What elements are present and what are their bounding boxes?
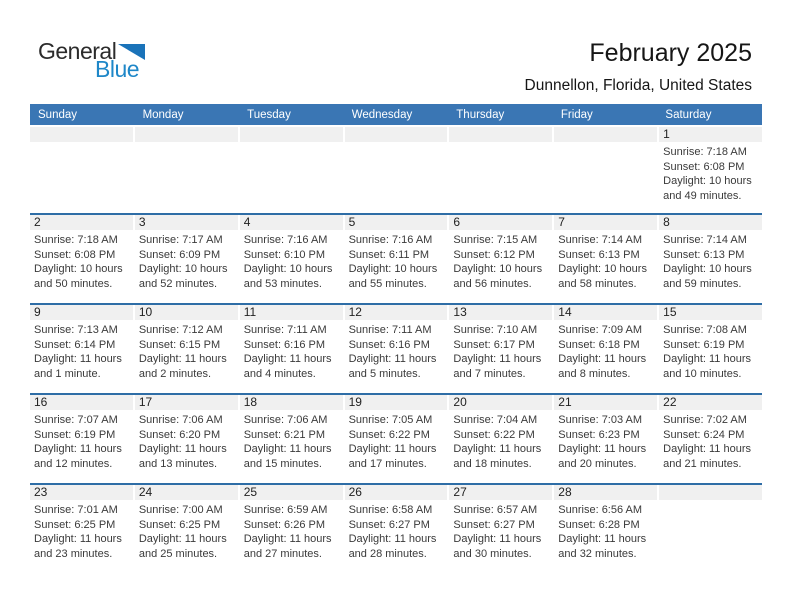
day-details: [449, 320, 552, 381]
sunrise-text: Sunrise: 7:07 AM: [34, 414, 118, 426]
logo-blue-text: Blue: [95, 56, 140, 82]
day-number: 18: [240, 395, 343, 410]
day-number: 16: [30, 395, 133, 410]
sunrise-text: Sunrise: 7:11 AM: [243, 324, 327, 336]
day-cell: [449, 127, 552, 213]
daylight-text-line2: and 2 minutes.: [138, 367, 211, 380]
daylight-text-line2: and 1 minute.: [34, 367, 101, 380]
week-row: [30, 213, 762, 303]
day-cell: [554, 485, 657, 573]
day-details: [345, 410, 448, 471]
day-details: [554, 500, 657, 561]
sunset-text: Sunset: 6:17 PM: [453, 338, 535, 351]
sunrise-text: Sunrise: 6:56 AM: [558, 504, 643, 516]
sunset-text: Sunset: 6:08 PM: [34, 248, 116, 261]
day-number: 19: [345, 395, 448, 410]
day-number: 11: [240, 305, 343, 320]
day-cell: [659, 395, 762, 483]
day-cell: [554, 305, 657, 393]
daylight-text-line2: and 18 minutes.: [453, 457, 532, 470]
week-row: [30, 393, 762, 483]
daylight-text-line2: and 58 minutes.: [558, 277, 637, 290]
sunset-text: Sunset: 6:18 PM: [558, 338, 640, 351]
sunset-text: Sunset: 6:19 PM: [34, 428, 116, 441]
sunset-text: Sunset: 6:10 PM: [243, 248, 326, 261]
daylight-text-line2: and 15 minutes.: [243, 457, 322, 470]
sunrise-text: Sunrise: 7:08 AM: [663, 324, 747, 336]
daylight-text-line2: and 59 minutes.: [663, 277, 742, 290]
daylight-text-line1: Daylight: 11 hours: [243, 443, 332, 455]
calendar-grid: [30, 104, 762, 573]
daylight-text-line1: Daylight: 10 hours: [663, 263, 752, 275]
daylight-text-line2: and 8 minutes.: [558, 367, 631, 380]
daylight-text-line2: and 13 minutes.: [138, 457, 218, 470]
sunrise-text: Sunrise: 6:59 AM: [243, 504, 328, 516]
day-cell: [345, 485, 448, 573]
logo-general-text: General: [38, 38, 117, 64]
sunset-text: Sunset: 6:14 PM: [34, 338, 116, 351]
daylight-text-line1: Daylight: 11 hours: [243, 353, 332, 365]
sunset-text: Sunset: 6:08 PM: [663, 160, 745, 173]
daylight-text-line2: and 30 minutes.: [453, 547, 532, 560]
day-cell: [554, 395, 657, 483]
weekday-label-monday: Monday: [142, 108, 184, 121]
day-number: 8: [659, 215, 762, 230]
sunrise-text: Sunrise: 6:58 AM: [348, 504, 433, 516]
day-details: [449, 500, 552, 561]
day-number: 14: [554, 305, 657, 320]
sunrise-text: Sunrise: 7:18 AM: [663, 146, 747, 158]
weekday-label-friday: Friday: [560, 108, 593, 121]
day-cell: [240, 485, 343, 573]
daylight-text-line1: Daylight: 11 hours: [348, 443, 437, 455]
day-details: [240, 410, 343, 471]
day-details: [554, 320, 657, 381]
week-row: [30, 127, 762, 213]
day-number: 23: [30, 485, 133, 500]
day-number: 15: [659, 305, 762, 320]
day-number: 5: [345, 215, 448, 230]
daylight-text-line1: Daylight: 11 hours: [348, 353, 437, 365]
day-number: 26: [345, 485, 448, 500]
day-number: [30, 127, 133, 142]
daylight-text-line1: Daylight: 11 hours: [453, 353, 542, 365]
day-cell: [30, 305, 133, 393]
weekday-label-wednesday: Wednesday: [351, 108, 413, 121]
day-cell: [135, 395, 238, 483]
day-cell: [659, 305, 762, 393]
sunrise-text: Sunrise: 7:02 AM: [663, 414, 747, 426]
day-number: 24: [135, 485, 238, 500]
daylight-text-line2: and 23 minutes.: [34, 547, 113, 560]
day-number: 7: [554, 215, 657, 230]
sunrise-text: Sunrise: 7:16 AM: [348, 234, 433, 246]
day-details: [449, 230, 552, 291]
week-row: [30, 303, 762, 393]
day-number: [449, 127, 552, 142]
sunrise-text: Sunrise: 7:06 AM: [243, 414, 328, 426]
day-cell: [345, 395, 448, 483]
sunrise-text: Sunrise: 7:14 AM: [558, 234, 643, 246]
daylight-text-line2: and 53 minutes.: [243, 277, 322, 290]
daylight-text-line1: Daylight: 11 hours: [138, 533, 227, 545]
daylight-text-line1: Daylight: 11 hours: [663, 353, 751, 365]
day-number: 21: [554, 395, 657, 410]
sunset-text: Sunset: 6:19 PM: [663, 338, 745, 351]
daylight-text-line2: and 25 minutes.: [138, 547, 218, 560]
day-number: 4: [240, 215, 343, 230]
daylight-text-line1: Daylight: 11 hours: [558, 353, 647, 365]
day-cell: [135, 127, 238, 213]
day-cell: [30, 485, 133, 573]
sunset-text: Sunset: 6:25 PM: [138, 518, 221, 531]
week-row: [30, 483, 762, 573]
month-title: February 2025: [589, 39, 752, 67]
weeks-container: [30, 127, 762, 573]
day-cell: [554, 215, 657, 303]
sunset-text: Sunset: 6:16 PM: [348, 338, 430, 351]
daylight-text-line2: and 4 minutes.: [243, 367, 316, 380]
sunset-text: Sunset: 6:13 PM: [663, 248, 745, 261]
day-cell: [30, 395, 133, 483]
sunrise-text: Sunrise: 7:13 AM: [34, 324, 118, 336]
day-cell: [135, 215, 238, 303]
day-details: [135, 230, 238, 291]
daylight-text-line1: Daylight: 10 hours: [34, 263, 123, 275]
sunset-text: Sunset: 6:22 PM: [453, 428, 535, 441]
weekday-label-sunday: Sunday: [38, 108, 78, 121]
weekday-label-saturday: Saturday: [665, 108, 712, 121]
day-cell: [240, 305, 343, 393]
day-number: 13: [449, 305, 552, 320]
day-cell: [240, 127, 343, 213]
weekday-header: [30, 104, 762, 125]
daylight-text-line2: and 32 minutes.: [558, 547, 637, 560]
sunset-text: Sunset: 6:25 PM: [34, 518, 116, 531]
day-cell: [240, 215, 343, 303]
day-cell: [449, 395, 552, 483]
day-number: [240, 127, 343, 142]
day-cell: [345, 305, 448, 393]
day-cell: [345, 215, 448, 303]
day-cell: [30, 127, 133, 213]
title-block: [525, 38, 752, 96]
day-number: 1: [659, 127, 762, 142]
day-number: 25: [240, 485, 343, 500]
weekday-label-thursday: Thursday: [456, 108, 505, 121]
day-cell: [240, 395, 343, 483]
daylight-text-line2: and 28 minutes.: [348, 547, 427, 560]
sunset-text: Sunset: 6:22 PM: [348, 428, 430, 441]
day-cell: [449, 305, 552, 393]
day-number: 28: [554, 485, 657, 500]
day-details: [554, 230, 657, 291]
daylight-text-line1: Daylight: 11 hours: [138, 443, 227, 455]
daylight-text-line2: and 12 minutes.: [34, 457, 113, 470]
day-details: [135, 410, 238, 471]
daylight-text-line1: Daylight: 11 hours: [34, 443, 122, 455]
day-details: [135, 320, 238, 381]
location-subtitle: Dunnellon, Florida, United States: [524, 77, 752, 94]
daylight-text-line1: Daylight: 10 hours: [453, 263, 543, 275]
sunrise-text: Sunrise: 7:00 AM: [138, 504, 223, 516]
day-cell: [30, 215, 133, 303]
daylight-text-line1: Daylight: 11 hours: [453, 533, 542, 545]
sunrise-text: Sunrise: 7:01 AM: [34, 504, 118, 516]
sunrise-text: Sunrise: 7:04 AM: [453, 414, 538, 426]
sunset-text: Sunset: 6:21 PM: [243, 428, 326, 441]
day-number: [135, 127, 238, 142]
day-number: 22: [659, 395, 762, 410]
day-number: 12: [345, 305, 448, 320]
sunrise-text: Sunrise: 7:18 AM: [34, 234, 118, 246]
day-cell: [659, 215, 762, 303]
daylight-text-line1: Daylight: 11 hours: [243, 533, 332, 545]
sunset-text: Sunset: 6:28 PM: [558, 518, 640, 531]
daylight-text-line2: and 50 minutes.: [34, 277, 113, 290]
day-cell: [449, 215, 552, 303]
day-details: [240, 320, 343, 381]
daylight-text-line2: and 55 minutes.: [348, 277, 427, 290]
sunset-text: Sunset: 6:23 PM: [558, 428, 640, 441]
day-details: [30, 410, 133, 471]
day-cell: [135, 485, 238, 573]
day-number: 20: [449, 395, 552, 410]
day-number: 6: [449, 215, 552, 230]
daylight-text-line1: Daylight: 11 hours: [558, 443, 647, 455]
daylight-text-line1: Daylight: 10 hours: [663, 175, 752, 187]
daylight-text-line1: Daylight: 11 hours: [348, 533, 437, 545]
sunrise-text: Sunrise: 7:17 AM: [138, 234, 223, 246]
day-cell: [345, 127, 448, 213]
day-details: [659, 142, 762, 203]
daylight-text-line2: and 49 minutes.: [663, 189, 742, 202]
day-cell: [135, 305, 238, 393]
sunset-text: Sunset: 6:27 PM: [453, 518, 535, 531]
weekday-label-tuesday: Tuesday: [247, 108, 291, 121]
daylight-text-line2: and 20 minutes.: [558, 457, 637, 470]
day-details: [659, 230, 762, 291]
sunset-text: Sunset: 6:09 PM: [138, 248, 221, 261]
day-details: [345, 500, 448, 561]
sunrise-text: Sunrise: 7:12 AM: [138, 324, 223, 336]
daylight-text-line2: and 7 minutes.: [453, 367, 526, 380]
daylight-text-line1: Daylight: 11 hours: [453, 443, 542, 455]
daylight-text-line1: Daylight: 11 hours: [34, 353, 122, 365]
day-details: [240, 230, 343, 291]
daylight-text-line1: Daylight: 10 hours: [243, 263, 333, 275]
day-number: 2: [30, 215, 133, 230]
daylight-text-line2: and 10 minutes.: [663, 367, 742, 380]
daylight-text-line2: and 56 minutes.: [453, 277, 532, 290]
day-details: [30, 500, 133, 561]
daylight-text-line1: Daylight: 10 hours: [558, 263, 647, 275]
sunset-text: Sunset: 6:24 PM: [663, 428, 745, 441]
day-number: [659, 485, 762, 500]
day-number: 17: [135, 395, 238, 410]
sunset-text: Sunset: 6:27 PM: [348, 518, 430, 531]
day-cell: [554, 127, 657, 213]
day-cell: [659, 127, 762, 213]
sunset-text: Sunset: 6:16 PM: [243, 338, 326, 351]
daylight-text-line2: and 21 minutes.: [663, 457, 742, 470]
day-number: 10: [135, 305, 238, 320]
daylight-text-line1: Daylight: 11 hours: [34, 533, 122, 545]
sunrise-text: Sunrise: 7:06 AM: [138, 414, 223, 426]
day-details: [659, 410, 762, 471]
sunrise-text: Sunrise: 6:57 AM: [453, 504, 538, 516]
sunset-text: Sunset: 6:20 PM: [138, 428, 221, 441]
general-blue-logo: [38, 38, 145, 82]
day-number: [554, 127, 657, 142]
day-cell: [449, 485, 552, 573]
sunset-text: Sunset: 6:11 PM: [348, 248, 430, 261]
sunrise-text: Sunrise: 7:15 AM: [453, 234, 538, 246]
sunset-text: Sunset: 6:12 PM: [453, 248, 535, 261]
day-details: [135, 500, 238, 561]
daylight-text-line1: Daylight: 11 hours: [558, 533, 647, 545]
day-cell: [659, 485, 762, 573]
day-details: [449, 410, 552, 471]
daylight-text-line2: and 5 minutes.: [348, 367, 421, 380]
sunset-text: Sunset: 6:15 PM: [138, 338, 221, 351]
daylight-text-line1: Daylight: 11 hours: [663, 443, 751, 455]
sunset-text: Sunset: 6:13 PM: [558, 248, 640, 261]
sunrise-text: Sunrise: 7:16 AM: [243, 234, 328, 246]
day-details: [30, 230, 133, 291]
sunrise-text: Sunrise: 7:14 AM: [663, 234, 747, 246]
sunrise-text: Sunrise: 7:10 AM: [453, 324, 538, 336]
sunset-text: Sunset: 6:26 PM: [243, 518, 326, 531]
day-details: [345, 320, 448, 381]
day-details: [554, 410, 657, 471]
day-details: [345, 230, 448, 291]
daylight-text-line1: Daylight: 10 hours: [138, 263, 228, 275]
sunrise-text: Sunrise: 7:05 AM: [348, 414, 433, 426]
day-number: 9: [30, 305, 133, 320]
sunrise-text: Sunrise: 7:11 AM: [348, 324, 432, 336]
day-number: 3: [135, 215, 238, 230]
day-details: [240, 500, 343, 561]
daylight-text-line2: and 52 minutes.: [138, 277, 218, 290]
sunrise-text: Sunrise: 7:09 AM: [558, 324, 643, 336]
daylight-text-line2: and 27 minutes.: [243, 547, 322, 560]
daylight-text-line1: Daylight: 11 hours: [138, 353, 227, 365]
sunrise-text: Sunrise: 7:03 AM: [558, 414, 643, 426]
daylight-text-line1: Daylight: 10 hours: [348, 263, 438, 275]
daylight-text-line2: and 17 minutes.: [348, 457, 427, 470]
day-number: 27: [449, 485, 552, 500]
day-number: [345, 127, 448, 142]
day-details: [659, 320, 762, 381]
day-details: [30, 320, 133, 381]
